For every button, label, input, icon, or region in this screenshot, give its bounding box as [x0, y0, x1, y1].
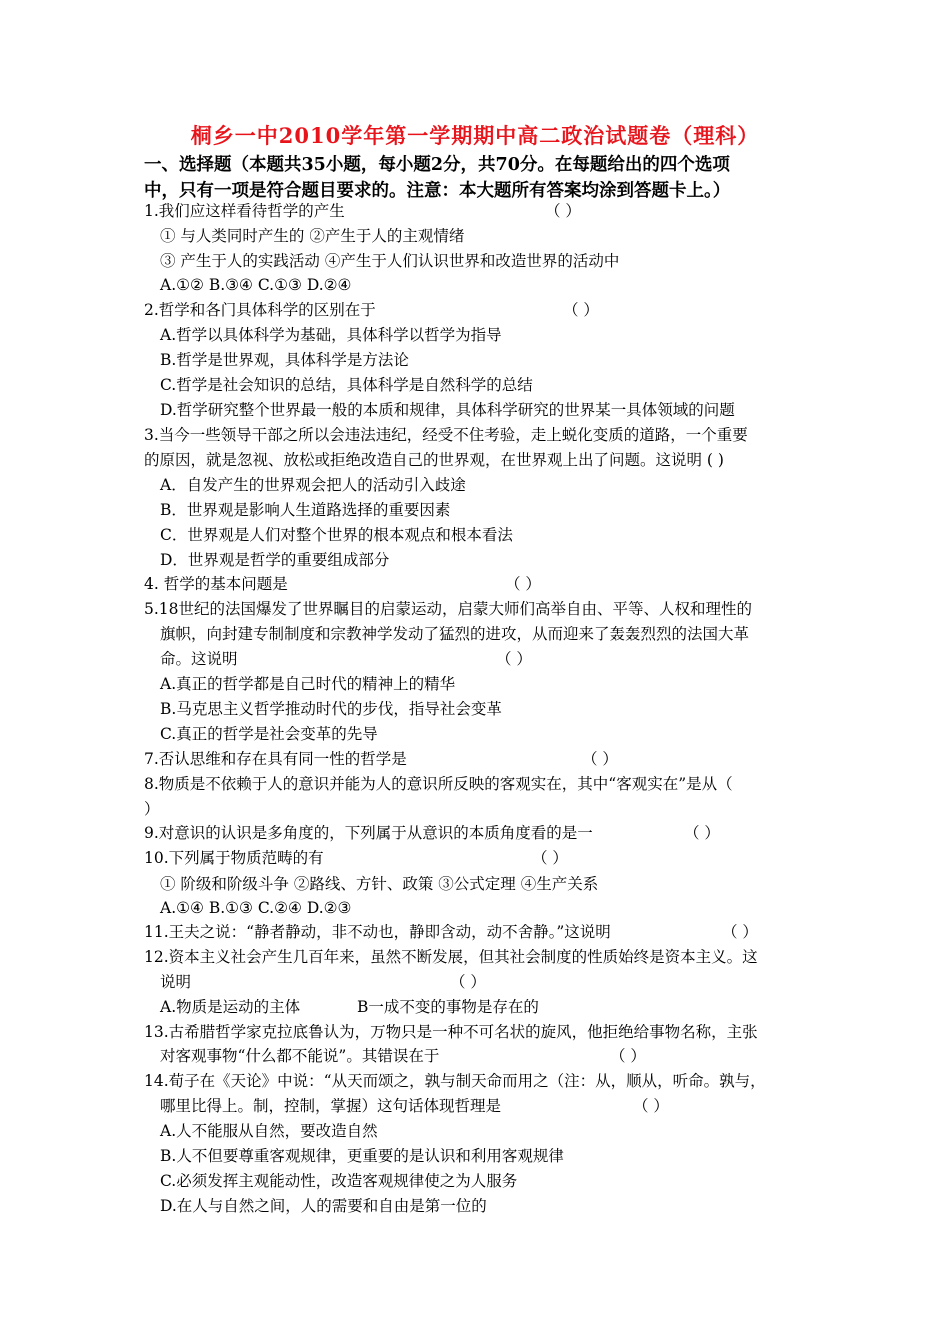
- q5-option-c: C.真正的哲学是社会变革的先导: [160, 725, 378, 743]
- q5-answer-blank: （ ）: [496, 650, 532, 668]
- q12-stem-line2: 说明: [160, 973, 192, 991]
- q3-option-a: A．自发产生的世界观会把人的活动引入歧途: [160, 476, 466, 494]
- q2-option-b: B.哲学是世界观，具体科学是方法论: [160, 351, 409, 369]
- q5-option-a: A.真正的哲学都是自己时代的精神上的精华: [160, 675, 456, 693]
- q3-option-c: C．世界观是人们对整个世界的根本观点和根本看法: [160, 526, 513, 544]
- section-header-line2: 中，只有一项是符合题目要求的。注意：本大题所有答案均涂到答题卡上。）: [144, 181, 731, 201]
- q1-stem: 1.我们应这样看待哲学的产生: [144, 202, 345, 220]
- q7-answer-blank: （ ）: [582, 750, 618, 768]
- q1-item-b: ③ 产生于人的实践活动 ④产生于人们认识世界和改造世界的活动中: [160, 252, 620, 270]
- q3-stem-line1: 3.当今一些领导干部之所以会违法违纪，经受不住考验，走上蜕化变质的道路，一个重要: [144, 426, 748, 444]
- q5-option-b: B.马克思主义哲学推动时代的步伐，指导社会变革: [160, 700, 502, 718]
- q14-stem-line2: 哪里比得上。制，控制，掌握）这句话体现哲理是: [160, 1097, 502, 1115]
- q5-stem-line2: 旗帜，向封建专制制度和宗教神学发动了猛烈的进攻，从而迎来了轰轰烈烈的法国大革: [160, 625, 750, 643]
- q11-answer-blank: （ ）: [722, 923, 758, 941]
- q14-answer-blank: （ ）: [633, 1097, 669, 1115]
- q8-stem-line1: 8.物质是不依赖于人的意识并能为人的意识所反映的客观实在，其中“客观实在”是从（: [144, 775, 733, 793]
- q13-answer-blank: （ ）: [610, 1047, 646, 1065]
- exam-title: 桐乡一中2010学年第一学期期中高二政治试题卷（理科）: [190, 123, 760, 148]
- q11-stem: 11.王夫之说：“静者静动，非不动也，静即含动，动不舍静。”这说明: [144, 923, 611, 941]
- q14-option-c: C.必须发挥主观能动性，改造客观规律使之为人服务: [160, 1172, 518, 1190]
- q14-option-a: A.人不能服从自然，要改造自然: [160, 1122, 378, 1140]
- q4-stem: 4. 哲学的基本问题是: [144, 575, 288, 593]
- q10-items: ① 阶级和阶级斗争 ②路线、方针、政策 ③公式定理 ④生产关系: [160, 875, 599, 893]
- q2-answer-blank: （ ）: [563, 301, 599, 319]
- q9-stem: 9.对意识的认识是多角度的，下列属于从意识的本质角度看的是一: [144, 824, 593, 842]
- q8-stem-line2: ）: [144, 800, 160, 818]
- q12-stem-line1: 12.资本主义社会产生几百年来，虽然不断发展，但其社会制度的性质始终是资本主义。这: [144, 948, 758, 966]
- q14-stem-line1: 14.荀子在《天论》中说：“从天而颂之，孰与制天命而用之（注：从，顺从，听命。孰与，: [144, 1072, 766, 1090]
- q3-option-b: B．世界观是影响人生道路选择的重要因素: [160, 501, 451, 519]
- q9-answer-blank: （ ）: [684, 824, 720, 842]
- q1-item-a: ① 与人类同时产生的 ②产生于人的主观情绪: [160, 227, 465, 245]
- q7-stem: 7.否认思维和存在具有同一性的哲学是: [144, 750, 407, 768]
- q3-stem-line2: 的原因，就是忽视、放松或拒绝改造自己的世界观，在世界观上出了问题。这说明 ( ): [144, 451, 724, 469]
- q3-option-d: D．世界观是哲学的重要组成部分: [160, 551, 390, 569]
- q1-options: A.①② B.③④ C.①③ D.②④: [160, 276, 352, 294]
- q2-option-c: C.哲学是社会知识的总结，具体科学是自然科学的总结: [160, 376, 533, 394]
- q2-stem: 2.哲学和各门具体科学的区别在于: [144, 301, 376, 319]
- q5-stem-line1: 5.18世纪的法国爆发了世界瞩目的启蒙运动，启蒙大师们高举自由、平等、人权和理性的: [144, 600, 753, 618]
- q13-stem-line2: 对客观事物“什么都不能说”。其错误在于: [160, 1047, 440, 1065]
- q14-option-b: B.人不但要尊重客观规律，更重要的是认识和利用客观规律: [160, 1147, 564, 1165]
- section-header-line1: 一、选择题（本题共35小题，每小题2分，共70分。在每题给出的四个选项: [144, 155, 730, 175]
- q13-stem-line1: 13.古希腊哲学家克拉底鲁认为，万物只是一种不可名状的旋风，他拒绝给事物名称，主张: [144, 1023, 758, 1041]
- q10-options: A.①④ B.①③ C.②④ D.②③: [160, 899, 352, 917]
- q2-option-d: D.哲学研究整个世界最一般的本质和规律，具体科学研究的世界某一具体领域的问题: [160, 401, 735, 419]
- q4-answer-blank: （ ）: [505, 575, 541, 593]
- q12-answer-blank: （ ）: [450, 973, 486, 991]
- q1-answer-blank: （ ）: [545, 202, 581, 220]
- q12-option-b: B一成不变的事物是存在的: [357, 998, 539, 1016]
- q5-stem-line3: 命。这说明: [160, 650, 238, 668]
- q2-option-a: A.哲学以具体科学为基础，具体科学以哲学为指导: [160, 326, 502, 344]
- q14-option-d: D.在人与自然之间，人的需要和自由是第一位的: [160, 1197, 487, 1215]
- q10-stem: 10.下列属于物质范畴的有: [144, 849, 324, 867]
- q12-option-a: A.物质是运动的主体: [160, 998, 301, 1016]
- q10-answer-blank: （ ）: [532, 849, 568, 867]
